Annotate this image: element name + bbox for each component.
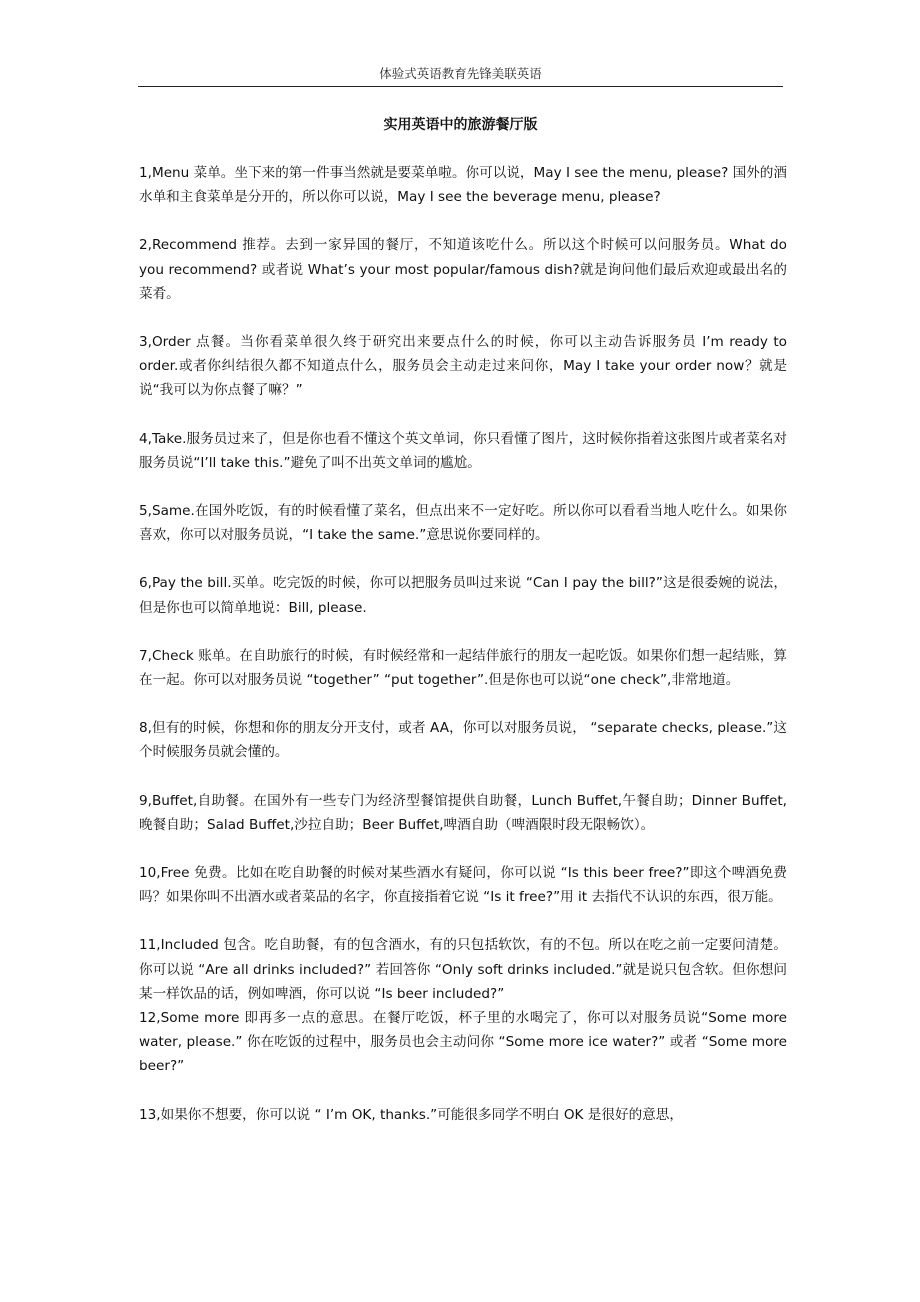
paragraph-check: 7,Check 账单。在自助旅行的时候，有时候经常和一起结伴旅行的朋友一起吃饭。如果你们想一起结账，算在一起。你可以对服务员说 “together” “put together”.但是你也可以说“one check”,非常地道。	[139, 647, 787, 689]
paragraph-separate-checks: 8,但有的时候，你想和你的朋友分开支付，或者 AA，你可以对服务员说， “separate checks, please.”这个时候服务员就会懂的。	[139, 720, 787, 761]
page-header: 体验式英语教育先锋美联英语	[379, 66, 542, 81]
paragraph-some-more: 12,Some more 即再多一点的意思。在餐厅吃饭，杯子里的水喝完了，你可以对服务员说“Some more water, please.” 你在吃饭的过程中，服务员也会主动问你 “Some more ice water?” 或者 “Some more beer?”	[139, 1010, 787, 1075]
paragraph-recommend: 2,Recommend 推荐。去到一家异国的餐厅，不知道该吃什么。所以这个时候可以问服务员。What do you recommend? 或者说 What’s your most popular/famous dish?就是询问他们最后欢迎或最出名的菜肴。	[139, 237, 787, 302]
document-title: 实用英语中的旅游餐厅版	[383, 117, 538, 133]
paragraph-take: 4,Take.服务员过来了，但是你也看不懂这个英文单词，你只看懂了图片，这时候你指着这张图片或者菜名对服务员说“I’ll take this.”避免了叫不出英文单词的尴尬。	[139, 430, 787, 471]
paragraph-buffet: 9,Buffet,自助餐。在国外有一些专门为经济型餐馆提供自助餐，Lunch Buffet,午餐自助；Dinner Buffet,晚餐自助；Salad Buffet,沙拉自助；Beer Buffet,啤酒自助（啤酒限时段无限畅饮）。	[139, 792, 787, 833]
paragraph-same: 5,Same.在国外吃饭，有的时候看懂了菜名，但点出来不一定好吃。所以你可以看看当地人吃什么。如果你喜欢，你可以对服务员说，“I take the same.”意思说你要同样的。	[139, 503, 787, 544]
paragraph-menu: 1,Menu 菜单。坐下来的第一件事当然就是要菜单啦。你可以说，May I see the menu, please? 国外的酒水单和主食菜单是分开的，所以你可以说，May I see the beverage menu, please?	[139, 165, 787, 206]
paragraph-free: 10,Free 免费。比如在吃自助餐的时候对某些酒水有疑问，你可以说 “Is this beer free?”即这个啤酒免费吗？如果你叫不出酒水或者菜品的名字，你直接指着它说 “Is it free?”用 it 去指代不认识的东西，很万能。	[139, 865, 787, 906]
header-rule	[138, 86, 783, 87]
document-body	[139, 161, 787, 1151]
paragraph-pay-the-bill: 6,Pay the bill.买单。吃完饭的时候，你可以把服务员叫过来说 “Can I pay the bill?”这是很委婉的说法，但是你也可以简单地说：Bill, please.	[139, 575, 787, 616]
paragraph-included: 11,Included 包含。吃自助餐，有的包含酒水，有的只包括软饮，有的不包。所以在吃之前一定要问清楚。你可以说 “Are all drinks included?” 若回答你 “Only soft drinks included.”就是说只包含软。但你想问某一样饮品的话，例如啤酒，你可以说 “Is beer included?”	[139, 937, 787, 1002]
paragraph-order: 3,Order 点餐。当你看菜单很久终于研究出来要点什么的时候，你可以主动告诉服务员 I’m ready to order.或者你纠结很久都不知道点什么，服务员会主动走过来问你，May I take your order now？就是说“我可以为你点餐了嘛？”	[139, 334, 787, 399]
paragraph-im-ok: 13,如果你不想要，你可以说 “ I’m OK, thanks.”可能很多同学不明白 OK 是很好的意思，	[139, 1106, 683, 1123]
